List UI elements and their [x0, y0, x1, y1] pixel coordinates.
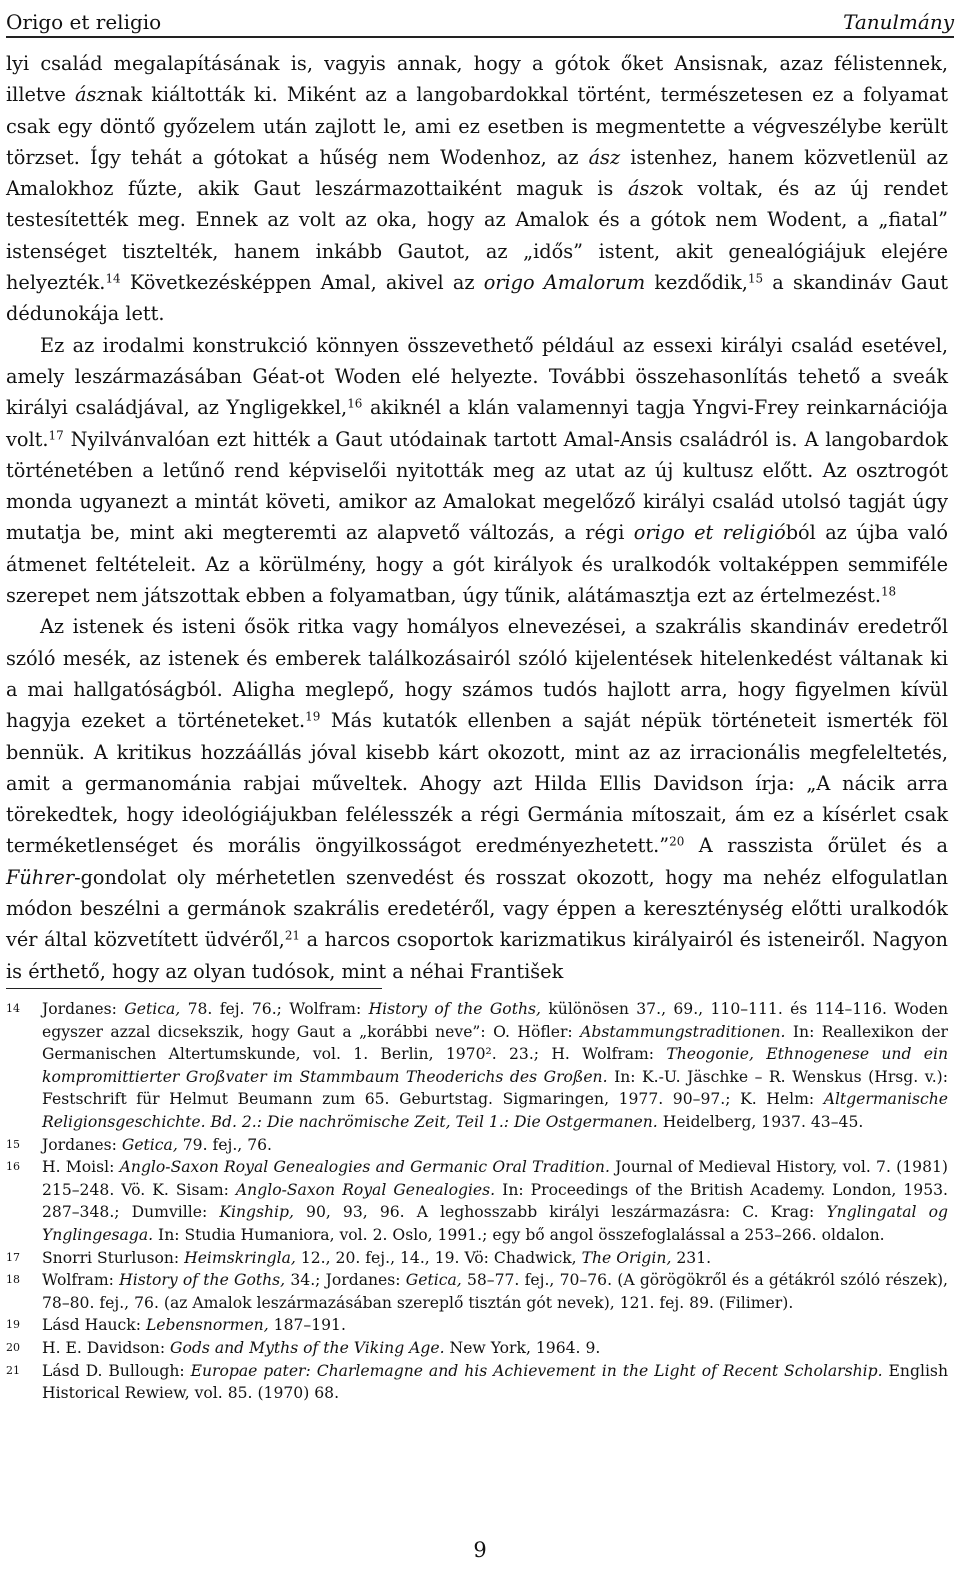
- italic-run: origo et religió: [633, 521, 786, 545]
- text-run: In: Studia Humaniora, vol. 2. Oslo, 1991.; egy bő angol összefoglalással a 253–266. oldalon.: [153, 1225, 885, 1244]
- footnote: [6, 1314, 948, 1337]
- footnote-ref: 18: [880, 584, 897, 599]
- italic-run: ász: [588, 145, 621, 169]
- footnote: [6, 1269, 948, 1314]
- text-run: lyi család megalapításának is, vagyis annak, hogy a gótok őket Ansisnak, azaz félistennek, illetve: [6, 52, 948, 107]
- italic-run: Getica,: [405, 1271, 462, 1290]
- italic-run: History of the Goths,: [119, 1271, 286, 1290]
- paragraph-2: [6, 330, 948, 612]
- footnote-number: 21: [6, 1363, 20, 1377]
- text-run: Lásd D. Bullough:: [42, 1361, 191, 1380]
- italic-run: ász: [627, 177, 660, 201]
- running-header: [6, 0, 954, 36]
- italic-run: Gods and Myths of the Viking Age.: [170, 1338, 445, 1357]
- text-run: a harcos csoportok karizmatikus királyairól és isteneiről. Nagyon is érthető, hogy az olyan tudósok, mint a néhai František: [6, 928, 948, 983]
- italic-run: Altgermanische Religionsgeschichte. Bd. 2.: Die nachrömische Zeit, Teil 1.: Die Ostgermanen.: [42, 1090, 948, 1131]
- footnote-number: 17: [6, 1250, 20, 1264]
- text-run: English Historical Rewiew, vol. 85. (1970) 68.: [42, 1361, 948, 1403]
- text-run: Lásd Hauck:: [42, 1316, 146, 1335]
- footnote: [6, 1247, 948, 1270]
- text-run: In: Proceedings of the British Academy. London, 1953. 287–348.; Dumville:: [42, 1180, 949, 1222]
- text-run: Wolfram:: [42, 1271, 120, 1290]
- footnote-text: [42, 1314, 948, 1337]
- footnote: [6, 1360, 948, 1405]
- footnote-number: 15: [6, 1137, 20, 1151]
- italic-run: Kingship,: [219, 1203, 294, 1222]
- footnote-text: [42, 1156, 948, 1246]
- italic-run: Heimskringla,: [184, 1248, 296, 1267]
- footnote-ref: 19: [305, 709, 321, 724]
- text-run: Heidelberg, 1937. 43–45.: [657, 1112, 864, 1131]
- footnote-text: [42, 1337, 948, 1360]
- italic-run: Getica,: [121, 1135, 178, 1154]
- footnote-text: [42, 998, 948, 1134]
- italic-run: Führer: [6, 865, 75, 889]
- header-section-label: Tanulmány: [843, 10, 954, 34]
- footnote-text: [42, 1247, 948, 1270]
- text-run: 34.; Jordanes:: [285, 1271, 406, 1290]
- text-run: Ez az irodalmi konstrukció könnyen összevethető például az essexi királyi család esetével, amely leszármazásában Géat-ot Woden elé helyezte. További összehasonlítás tehető a sveák királyi családjával, az Yngligekkel,: [6, 333, 948, 420]
- text-run: In: K.-U. Jäschke – R. Wenskus (Hrsg. v.): Festschrift für Helmut Beumann zum 65. Geburtstag. Sigmaringen, 1977. 90–97.; K. Helm:: [42, 1067, 948, 1109]
- text-run: H. E. Davidson:: [42, 1338, 171, 1357]
- text-run: New York, 1964. 9.: [444, 1338, 601, 1357]
- text-run: Nyilvánvalóan ezt hitték a Gaut utódainak tartott Amal-Ansis családról is. A langobardok történetében a letűnő rend képviselői nyitották meg az utat az új kultusz előtt. Az osztrogót monda ugyanezt a mintát követi, amikor az Amalokat megelőző királyi család utolsó tagját úgy mutatja be, mint aki megteremti az alapvető változás, a régi: [6, 427, 948, 545]
- text-run: akiknél a klán valamennyi tagja Yngvi-Frey reinkarnációja volt.: [6, 396, 948, 451]
- text-run: 78. fej. 76.; Wolfram:: [180, 1000, 369, 1018]
- italic-run: Lebensnormen,: [145, 1316, 269, 1335]
- footnote-text: [42, 1269, 948, 1314]
- header-journal-title: Origo et religio: [6, 10, 162, 34]
- text-run: ból az újba való átmenet feltételeit. Az a körülmény, hogy a gót királyok és uralkodók voltaképpen semmiféle szerepet nem játszottak ebben a folyamatban, úgy tűnik, alátámasztja ezt az értelmezést.: [6, 521, 948, 608]
- italic-run: History of the Goths,: [368, 1000, 541, 1018]
- footnotes: [6, 998, 948, 1405]
- text-run: In: Reallexikon der Germanischen Altertumskunde, vol. 1. Berlin, 1970². 23.; H. Wolfram:: [42, 1022, 949, 1064]
- text-run: Jordanes:: [42, 1135, 122, 1154]
- text-run: kezdődik,: [645, 271, 748, 295]
- text-run: -gondolat oly mérhetetlen szenvedést és rosszat okozott, hogy ma nehéz elfogulatlan módon beszélni a germánok szakrális eredetéről, vagy éppen a kereszténység előtti uralkodók vér által közvetített üdvéről,: [6, 865, 948, 952]
- footnote-number: 19: [6, 1318, 20, 1332]
- footnote-separator: [6, 988, 382, 989]
- text-run: a skandináv Gaut dédunokája lett.: [6, 271, 949, 326]
- text-run: 187–191.: [268, 1316, 346, 1335]
- text-run: istenhez, hanem közvetlenül az Amalokhoz fűzte, akik Gaut leszármazottaiként maguk is: [6, 145, 948, 201]
- footnote: [6, 1134, 948, 1157]
- italic-run: Ynglingatal og Ynglingesaga.: [42, 1203, 948, 1244]
- footnote-text: [42, 1134, 948, 1157]
- text-run: Más kutatók ellenben a saját népük történeteit ismerték föl bennük. A kritikus hozzáállás jóval kisebb kárt okozott, mint az az irracionális megfeleltetés, amit a germanománia rabjai műveltek. Ahogy azt Hilda Ellis Davidson írja: „A nácik arra törekedtek, hogy ideológiájukban felélesszék a régi Germánia mítoszait, ám ez a kísérlet csak terméketlenséget és morális öngyilkosságot eredményezhetett.”: [6, 709, 948, 858]
- footnote: [6, 1156, 948, 1246]
- text-run: Következésképpen Amal, akivel az: [120, 271, 484, 295]
- text-run: 58–77. fej., 70–76. (A görögökről és a gétákról szóló részek), 78–80. fej., 76. (az Amalok leszármazásában szereplő tisztán gót nevek), 121. fej. 89. (Filimer).: [42, 1271, 948, 1312]
- text-run: 12., 20. fej., 14., 19. Vö: Chadwick,: [295, 1248, 582, 1267]
- italic-run: The Origin,: [581, 1248, 672, 1267]
- paragraph-1: [6, 48, 948, 330]
- footnote-ref: 17: [48, 427, 64, 442]
- text-run: Snorri Sturluson:: [42, 1248, 185, 1267]
- text-run: 79. fej., 76.: [177, 1135, 273, 1154]
- italic-run: Anglo-Saxon Royal Genealogies.: [235, 1180, 496, 1199]
- italic-run: Europae pater: Charlemagne and his Achievement in the Light of Recent Scholarship.: [190, 1361, 883, 1380]
- footnote-ref: 16: [347, 396, 363, 411]
- italic-run: ász: [75, 83, 107, 107]
- text-run: különösen 37., 69., 110–111. és 114–116. Woden egyszer azzal dicsekszik, hogy Gaut a „korábbi neve”: O. Höfler:: [42, 1000, 948, 1041]
- page-number: 9: [473, 1538, 487, 1562]
- text-run: A rasszista őrület és a: [684, 834, 948, 858]
- italic-run: Anglo-Saxon Royal Genealogies and Germanic Oral Tradition.: [119, 1158, 610, 1177]
- footnote-ref: 14: [105, 271, 121, 286]
- body-text: [6, 48, 948, 987]
- footnote-ref: 15: [747, 271, 764, 286]
- footnote-ref: 20: [669, 834, 685, 849]
- paragraph-3: [6, 611, 948, 987]
- text-run: Jordanes:: [42, 1000, 125, 1018]
- text-run: Az istenek és isteni ősök ritka vagy homályos elnevezései, a szakrális skandináv eredetről szóló mesék, az istenek és emberek találkozásairól szóló kijelentések hitelenkedést váltanak ki a mai hallgatóságból. Aligha meglepő, hogy számos tudós hajlott arra, hogy figyelmen kívül hagyja ezeket a történeteket.: [6, 615, 948, 733]
- footnote-text: [42, 1360, 948, 1405]
- text-run: Journal of Medieval History, vol. 7. (1981) 215–248. Vö. K. Sisam:: [42, 1158, 948, 1199]
- footnote-number: 14: [6, 1002, 20, 1015]
- italic-run: Abstammungstraditionen.: [580, 1022, 786, 1041]
- text-run: nak kiáltották ki. Miként az a langobardokkal történt, természetesen ez a folyamat csak egy döntő győzelem után zajlott le, ami ez esetben is megmentette a végveszélybe került törzset. Így tehát a gótokat a hűség nem Wodenhoz, az: [6, 83, 948, 169]
- header-rule: [6, 36, 954, 38]
- footnote-number: 20: [6, 1340, 20, 1354]
- footnote-ref: 21: [284, 928, 301, 943]
- text-run: H. Moisl:: [42, 1158, 120, 1177]
- italic-run: origo Amalorum: [483, 271, 646, 295]
- footnote: [6, 1337, 948, 1360]
- text-run: 231.: [671, 1248, 712, 1267]
- text-run: ok voltak, és az új rendet testesítették meg. Ennek az volt az oka, hogy az Amalok és a gótok nem Wodent, a „fiatal” istenséget tisztelték, hanem inkább Gautot, az „idős” istent, akit genealógiájuk elejére helyezték.: [6, 177, 948, 295]
- italic-run: Getica,: [124, 1000, 181, 1018]
- footnote-number: 16: [6, 1160, 20, 1174]
- footnote-number: 18: [6, 1273, 20, 1287]
- text-run: 90, 93, 96. A leghosszabb királyi leszármazásra: C. Krag:: [293, 1203, 827, 1222]
- italic-run: Theogonie, Ethnogenese und ein kompromittierter Großvater im Stammbaum Theoderichs des Großen.: [42, 1045, 948, 1086]
- footnote: [6, 998, 948, 1134]
